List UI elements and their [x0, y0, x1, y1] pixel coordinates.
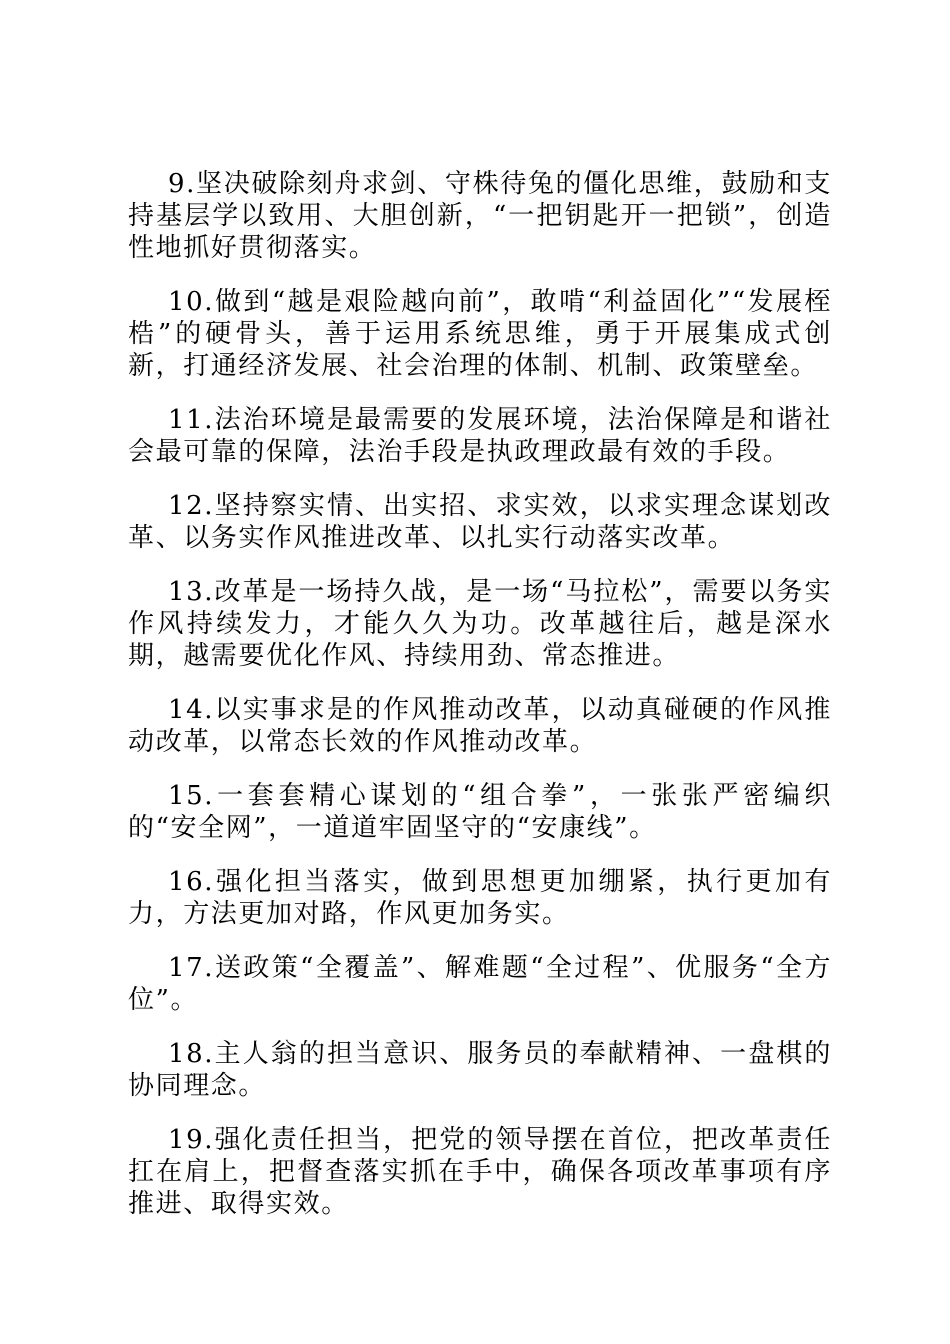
paragraph-19: 19.强化责任担当，把党的领导摆在首位，把改革责任扛在肩上，把督查落实抓在手中，确保各项改革事项有序推进、取得实效。 — [128, 1125, 832, 1219]
paragraph-18: 18.主人翁的担当意识、服务员的奉献精神、一盘棋的协同理念。 — [128, 1039, 832, 1101]
paragraph-10: 10.做到“越是艰险越向前”，敢啃“利益固化”“发展桎梏”的硬骨头，善于运用系统思维，勇于开展集成式创新，打通经济发展、社会治理的体制、机制、政策壁垒。 — [128, 287, 832, 381]
paragraph-14: 14.以实事求是的作风推动改革，以动真碰硬的作风推动改革，以常态长效的作风推动改革。 — [128, 695, 832, 757]
paragraph-16: 16.强化担当落实，做到思想更加绷紧，执行更加有力，方法更加对路，作风更加务实。 — [128, 867, 832, 929]
paragraph-12: 12.坚持察实情、出实招、求实效，以求实理念谋划改革、以务实作风推进改革、以扎实行动落实改革。 — [128, 491, 832, 553]
paragraph-17: 17.送政策“全覆盖”、解难题“全过程”、优服务“全方位”。 — [128, 953, 832, 1015]
document-body — [128, 168, 832, 1242]
paragraph-13: 13.改革是一场持久战，是一场“马拉松”，需要以务实作风持续发力，才能久久为功。改革越往后，越是深水期，越需要优化作风、持续用劲、常态推进。 — [128, 577, 832, 671]
paragraph-15: 15.一套套精心谋划的“组合拳”，一张张严密编织的“安全网”，一道道牢固坚守的“安康线”。 — [128, 781, 832, 843]
paragraph-11: 11.法治环境是最需要的发展环境，法治保障是和谐社会最可靠的保障，法治手段是执政理政最有效的手段。 — [128, 405, 832, 467]
paragraph-9: 9.坚决破除刻舟求剑、守株待兔的僵化思维，鼓励和支持基层学以致用、大胆创新，“一把钥匙开一把锁”，创造性地抓好贯彻落实。 — [128, 169, 832, 263]
